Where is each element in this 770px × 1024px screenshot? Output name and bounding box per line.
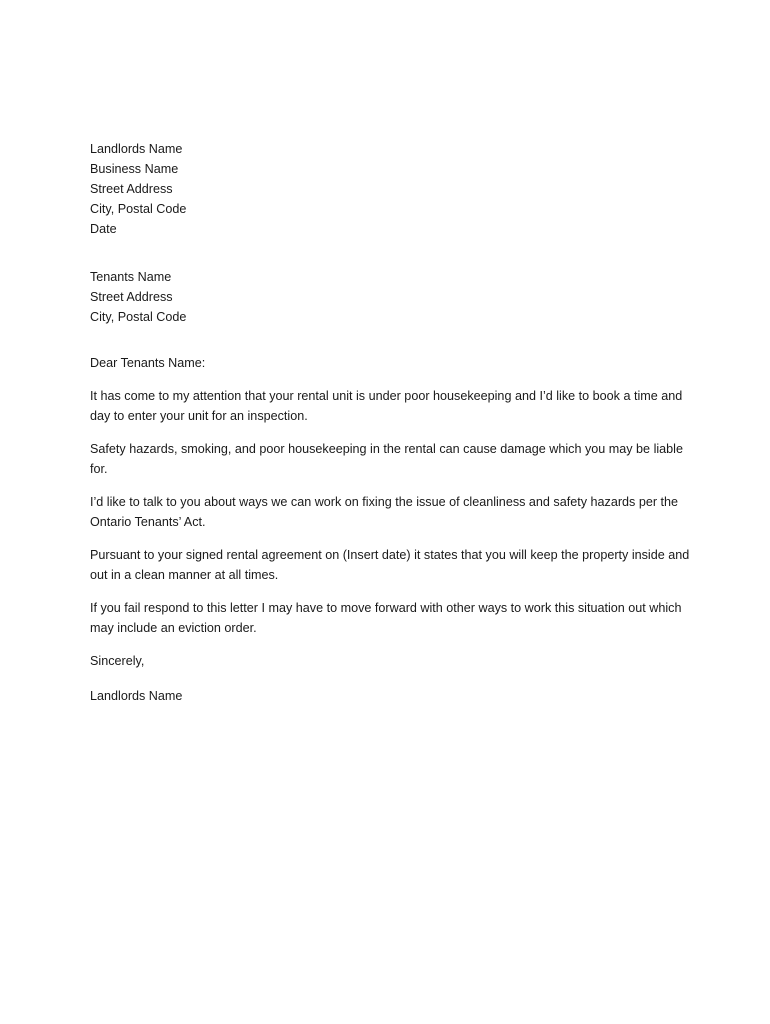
paragraph-inspection: It has come to my attention that your rental unit is under poor housekeeping and I’d like to book a time and day to enter your unit for an inspection. (90, 389, 683, 423)
recipient-name: Tenants Name (90, 270, 172, 284)
paragraph-warning: If you fail respond to this letter I may have to move forward with other ways to work this situation out which may include an eviction order. (90, 601, 682, 635)
sender-street: Street Address (90, 182, 173, 196)
sender-name: Landlords Name (90, 142, 183, 156)
recipient-address-block (90, 267, 690, 327)
letter-date: Date (90, 222, 117, 236)
salutation: Dear Tenants Name: (90, 356, 206, 370)
sender-address-block (90, 139, 690, 239)
letter-body (90, 139, 690, 706)
paragraph-agreement: Pursuant to your signed rental agreement on (Insert date) it states that you will keep the property inside and out in a clean manner at all times. (90, 548, 690, 582)
recipient-city: City, Postal Code (90, 310, 187, 324)
paragraph-safety-hazards: Safety hazards, smoking, and poor housekeeping in the rental can cause damage which you may be liable for. (90, 442, 683, 476)
closing: Sincerely, (90, 654, 145, 668)
recipient-street: Street Address (90, 290, 173, 304)
paragraph-talk: I’d like to talk to you about ways we can work on fixing the issue of cleanliness and safety hazards per the Ontario Tenants’ Act. (90, 495, 679, 529)
signature-name: Landlords Name (90, 689, 183, 703)
sender-city: City, Postal Code (90, 202, 187, 216)
sender-business: Business Name (90, 162, 179, 176)
